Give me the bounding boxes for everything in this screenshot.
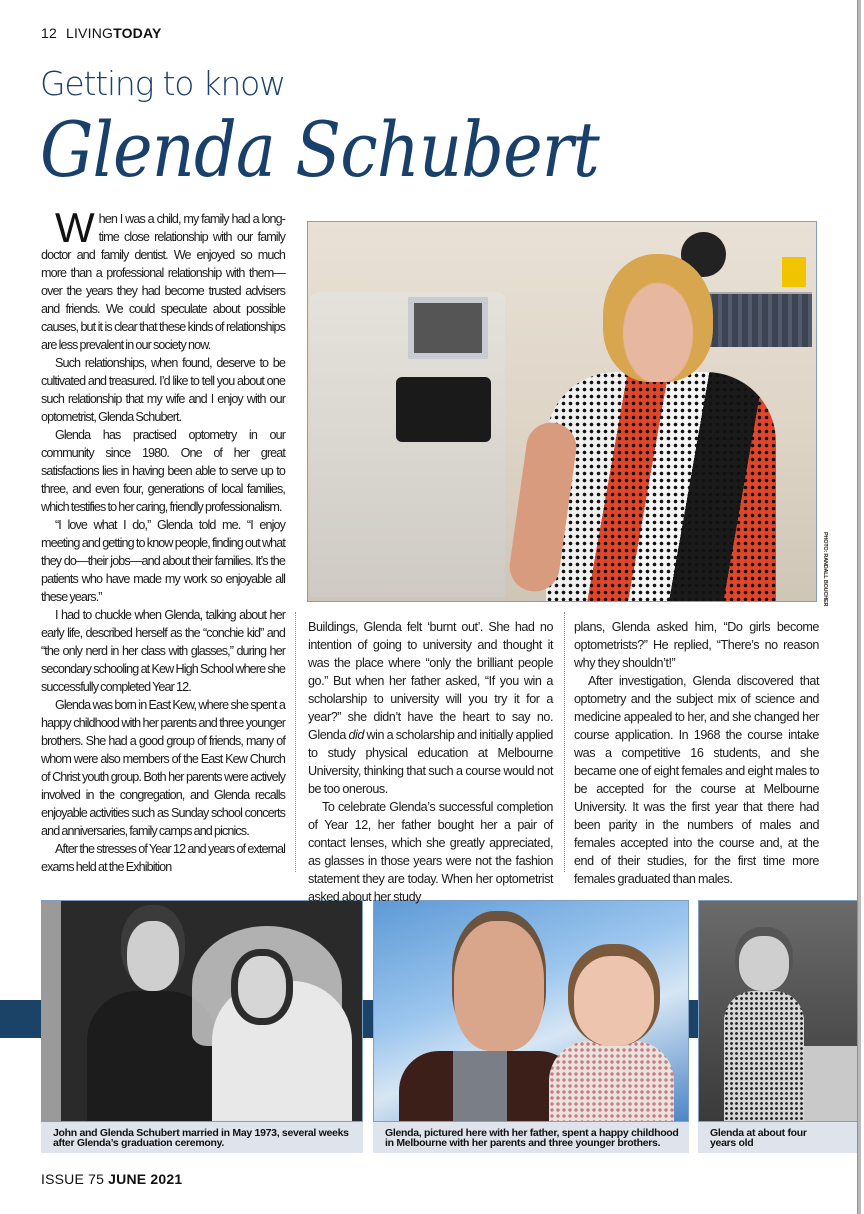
paragraph-text: win a scholarship and initially applied to study physical education at Melbourne University, thinking that such a course would not be too onerous. [308, 728, 553, 796]
section-name-bold: TODAY [113, 25, 162, 41]
running-head [41, 25, 162, 41]
photo-credit: PHOTO: RANDALL BOUCHER [822, 532, 828, 607]
issue-date: JUNE 2021 [108, 1171, 183, 1187]
drop-cap: W [55, 204, 95, 251]
emphasis-text: did [348, 728, 364, 742]
article-column-3 [574, 618, 819, 888]
camera-body [396, 377, 491, 442]
paragraph: After investigation, Glenda discovered that optometry and the subject mix of science and medicine appealed to her, and she changed her course application. In 1968 the course intake was a competitive 16 students, and she became one of eight females and eight males to be accepted for the course at Melbourne University. It was the first year that there had been parity in the numbers of males and females accepted into the course and, at the end of their studies, for the first time more females graduated than males. [574, 674, 819, 886]
yellow-container [782, 257, 806, 287]
page-number: 12 [41, 25, 57, 41]
article-column-2 [308, 618, 553, 906]
paragraph: Such relationships, when found, deserve to be cultivated and treasured. I’d like to tell you about one such relationship that my wife and I enjoy with our optometrist, Glenda Schubert. [41, 356, 285, 424]
column-divider [564, 612, 565, 872]
groom-face [127, 921, 179, 991]
girl-face [739, 936, 789, 991]
paragraph: “I love what I do,” Glenda told me. “I enjoy meeting and getting to know people, finding out what they do—their jobs—and about their families. It’s the patients who have made my work so enjoyable all these years.” [41, 518, 285, 604]
equipment-screen [408, 297, 488, 359]
paragraph: plans, Glenda asked him, “Do girls become optometrists?” He replied, “There’s no reason why they shouldn’t!” [574, 620, 819, 670]
paragraph: I had to chuckle when Glenda, talking about her early life, described herself as the “conchie kid” and “the only nerd in her class with glasses,” during her secondary schooling at Kew High School where she successfully completed Year 12. [41, 608, 285, 694]
father-and-daughter-photo [373, 900, 689, 1122]
paragraph [308, 618, 553, 798]
paragraph: Glenda has practised optometry in our community since 1980. One of her great satisfactions lies in having been able to serve up to three, and even four, generations of local families, which testifies to her caring, friendly professionalism. [41, 428, 285, 514]
girl-dress [724, 991, 804, 1122]
child-face [574, 956, 654, 1046]
patterned-dress [546, 372, 776, 602]
paragraph: After the stresses of Year 12 and years of external exams held at the Exhibition [41, 842, 285, 874]
article-column-1 [41, 204, 285, 876]
childhood-photo [698, 900, 857, 1122]
photo-caption: Glenda at about four years old [698, 1122, 857, 1153]
shelf-with-boxes [702, 292, 812, 347]
paragraph [41, 204, 285, 354]
article-headline: Glenda Schubert [40, 105, 599, 194]
wedding-photo [41, 900, 363, 1122]
child-floral-dress [549, 1041, 674, 1122]
page-footer [41, 1171, 182, 1187]
issue-number: ISSUE 75 [41, 1171, 105, 1187]
father-face [454, 921, 544, 1051]
paragraph-text: hen I was a child, my family had a long-time close relationship with our family doctor and family dentist. We enjoyed so much more than a professional relationship with them—over the years they had become trusted advisers and friends. We could speculate about possible causes, but it is clear that these kinds of relationships are less prevalent in our society now. [41, 212, 285, 352]
article-kicker: Getting to know [40, 64, 285, 103]
section-name-light: LIVING [65, 25, 114, 41]
page-edge-rule [857, 0, 861, 1214]
photo-caption: John and Glenda Schubert married in May 1973, several weeks after Glenda’s graduation ceremony. [41, 1122, 363, 1153]
photo-caption: Glenda, pictured here with her father, spent a happy childhood in Melbourne with her parents and three younger brothers. [373, 1122, 689, 1153]
paragraph: Glenda was born in East Kew, where she spent a happy childhood with her parents and three younger brothers. She had a good group of friends, many of whom were also members of the East Kew Church of Christ youth group. Both her parents were actively involved in the congregation, and Glenda recalls enjoyable activities such as Sunday school concerts and anniversaries, family camps and picnics. [41, 698, 285, 838]
paragraph-text: Buildings, Glenda felt ‘burnt out’. She had no intention of going to university and thought it was the place where “only the brilliant people go.” But when her father asked, “If you win a scholarship to university will you try it for a year?” she didn’t have the heart to say no. Glenda [308, 620, 553, 742]
column-divider [295, 612, 296, 872]
bride-face [238, 956, 286, 1018]
main-photo-glenda-at-work [307, 221, 817, 602]
smiling-woman-face [603, 254, 713, 382]
paragraph: To celebrate Glenda’s successful completion of Year 12, her father bought her a pair of contact lenses, which she greatly appreciated, as glasses in those years were not the fashion statement they are today. When her optometrist asked about her study [308, 800, 553, 904]
